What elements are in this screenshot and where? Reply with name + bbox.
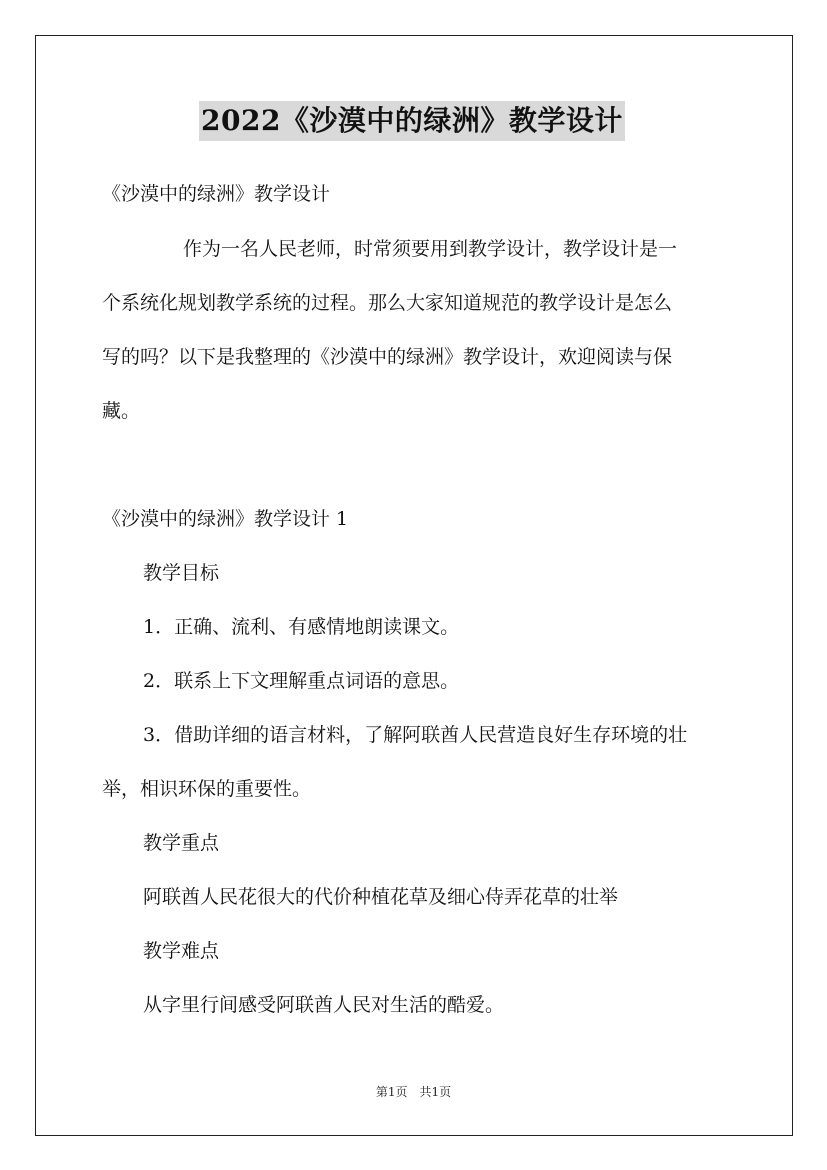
intro-line-4: 藏。 xyxy=(102,400,141,422)
key-points-heading: 教学重点 xyxy=(143,832,220,854)
difficulty-text: 从字里行间感受阿联酋人民对生活的酷爱。 xyxy=(143,994,505,1016)
objective-item-3-line-2: 举，相识环保的重要性。 xyxy=(102,778,312,800)
objectives-heading: 教学目标 xyxy=(143,562,220,584)
section-heading: 《沙漠中的绿洲》教学设计 1 xyxy=(102,508,349,530)
objective-item-3-line-1: 3．借助详细的语言材料，了解阿联酋人民营造良好生存环境的壮 xyxy=(143,724,688,746)
document-title: 2022《沙漠中的绿洲》教学设计 xyxy=(199,101,625,141)
intro-line-1: 作为一名人民老师，时常须要用到教学设计，教学设计是一 xyxy=(183,238,678,260)
page-number-footer: 第1页 共1页 xyxy=(375,1085,452,1099)
objective-item-1: 1．正确、流利、有感情地朗读课文。 xyxy=(143,616,460,638)
intro-line-2: 个系统化规划教学系统的过程。那么大家知道规范的教学设计是怎么 xyxy=(102,292,673,314)
key-points-text: 阿联酋人民花很大的代价种植花草及细心侍弄花草的壮举 xyxy=(143,886,619,908)
intro-line-3: 写的吗？以下是我整理的《沙漠中的绿洲》教学设计，欢迎阅读与保 xyxy=(102,346,673,368)
document-subtitle: 《沙漠中的绿洲》教学设计 xyxy=(102,183,331,205)
difficulty-heading: 教学难点 xyxy=(143,940,220,962)
objective-item-2: 2．联系上下文理解重点词语的意思。 xyxy=(143,670,460,692)
